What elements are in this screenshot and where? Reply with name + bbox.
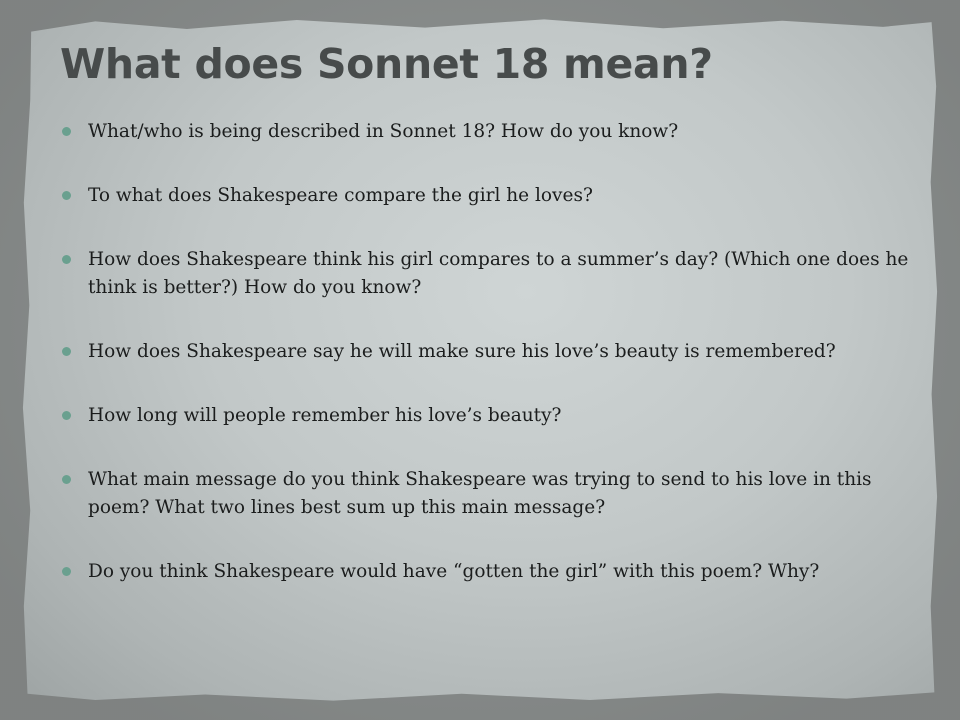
bullet-dot-icon [62,191,71,200]
bullet-dot-icon [62,347,71,356]
bullet-dot-icon [62,567,71,576]
bullet-text: Do you think Shakespeare would have “gotten the girl” with this poem? Why? [88,561,820,582]
bullet-text: What main message do you think Shakespeare was trying to send to his love in this poem? What two lines best sum up this main message? [88,469,872,518]
bullet-text: How does Shakespeare say he will make sure his love’s beauty is remembered? [88,341,836,362]
bullet-text: How long will people remember his love’s beauty? [88,405,562,426]
bullet-text: What/who is being described in Sonnet 18? How do you know? [88,121,679,142]
bullet-item [62,338,922,366]
bullet-text: How does Shakespeare think his girl compares to a summer’s day? (Which one does he think is better?) How do you know? [88,249,909,298]
bullet-item [62,246,922,302]
bullet-item [62,182,922,210]
bullet-item [62,558,922,586]
bullet-dot-icon [62,127,71,136]
bullet-item [62,466,922,522]
bullet-list [62,118,922,622]
bullet-text: To what does Shakespeare compare the girl he loves? [88,185,593,206]
bullet-item [62,402,922,430]
bullet-dot-icon [62,475,71,484]
bullet-item [62,118,922,146]
bullet-dot-icon [62,411,71,420]
slide-title: What does Sonnet 18 mean? [60,40,713,88]
bullet-dot-icon [62,255,71,264]
